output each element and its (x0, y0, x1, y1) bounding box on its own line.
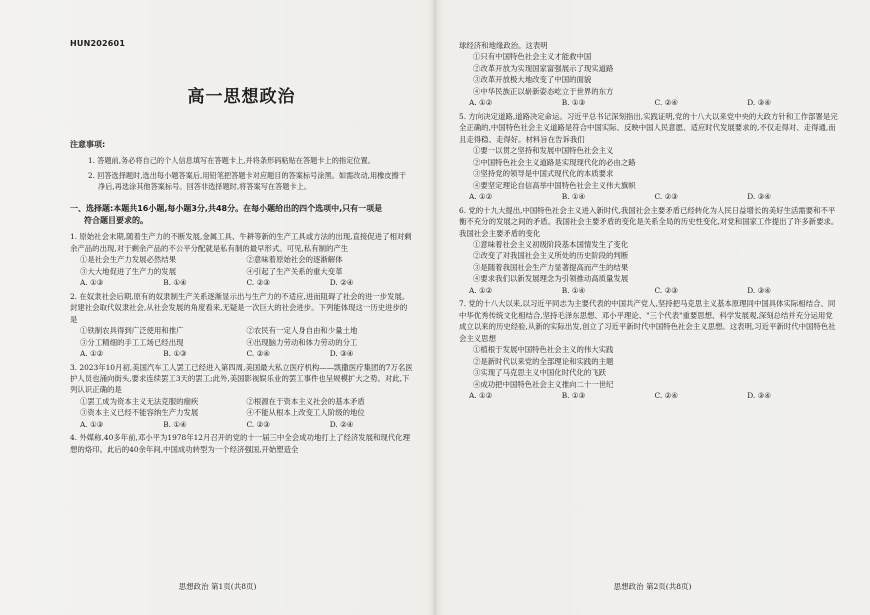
statement: ④不能从根本上改变工人阶级的地位 (246, 408, 365, 418)
choice: A. ①③ (80, 278, 104, 288)
notice-item: 2. 回答选择题时,选出每小题答案后,用铅笔把答题卡对应题目的答案标号涂黑。如需改动,用橡皮擦干净后,再选涂其他答案标号。回答非选择题时,将答案写在答题卡上。 (88, 171, 406, 192)
question-4-continued (459, 40, 840, 109)
choice: A. ①② (469, 285, 493, 295)
question-1 (70, 231, 413, 288)
question-3 (70, 362, 413, 431)
statement: ②改革开放为实现国家富强展示了现实道路 (473, 63, 614, 73)
choice: D. ③④ (747, 192, 771, 202)
choice: B. ①③ (561, 391, 586, 401)
statement: ③分工精细的手工工场已经出现 (80, 337, 184, 347)
choice: D. ③④ (329, 349, 354, 359)
statement-list (70, 396, 413, 419)
question-5 (459, 111, 840, 203)
choice-list (459, 390, 840, 401)
choice: B. ①④ (163, 278, 187, 288)
statement-list (459, 344, 840, 390)
statement: ③大大地促进了生产力的发展 (80, 266, 177, 276)
notice-heading: 注意事项: (70, 139, 106, 149)
choice: B. ①④ (163, 419, 187, 429)
section-heading (70, 203, 413, 228)
choice-list (459, 191, 840, 202)
choice-list (70, 419, 413, 430)
statement: ④引起了生产关系的重大变革 (246, 266, 343, 276)
statement: ④要坚定理论自信高举中国特色社会主义伟大旗帜 (473, 180, 636, 190)
question-stem: 1. 原始社会末期,随着生产力的不断发展,金属工具、牛耕等新的生产工具或方法的出现,直接促进了相对剩余产品的出现,对于剩余产品的不公平分配就是私有制的最早形式。可见,私有制的产生 (70, 232, 412, 253)
choice: D. ③④ (747, 391, 771, 401)
statement: ①要一以贯之坚持和发展中国特色社会主义 (473, 146, 614, 156)
choice-list (459, 97, 840, 108)
question-stem: 球经济和地缘政治。这表明 (459, 41, 548, 50)
statement: ②农民有一定人身自由和少量土地 (246, 326, 358, 336)
choice: B. ①④ (561, 192, 586, 202)
choice: A. ①② (469, 192, 493, 202)
question-6 (459, 205, 840, 297)
statement: ②中国特色社会主义道路是实现现代化的必由之路 (473, 157, 636, 167)
page-footer: 思想政治 第1页(共8页) (178, 582, 257, 592)
choice: D. ③④ (747, 285, 771, 295)
choice: C. ②③ (246, 278, 270, 288)
statement: ④出现脑力劳动和体力劳动的分工 (246, 337, 358, 347)
statement-list (459, 145, 840, 191)
statement-list (459, 239, 840, 285)
choice: C. ②③ (654, 285, 678, 295)
statement: ②根源在于资本主义社会的基本矛盾 (246, 396, 365, 406)
choice: B. ①④ (561, 285, 586, 295)
choice: C. ②④ (654, 98, 678, 108)
statement: ①只有中国特色社会主义才能救中国 (473, 52, 592, 62)
question-stem: 4. 外媒称,40多年前,邓小平为1978年12月召开的党的十一届三中全会成功地打上了经济发展和现代化理想的烙印。此后的40余年间,中国成功转型为一个经济强国,开始塑造全 (70, 433, 410, 454)
choice: D. ②④ (329, 278, 354, 288)
statement: ②意味着原始社会的逐渐解体 (246, 255, 343, 265)
statement: ③坚持党的领导是中国式现代化的本质要求 (473, 169, 614, 179)
statement: ④中华民族正以崭新姿态屹立于世界的东方 (473, 86, 614, 96)
statement: ③实现了马克思主义中国化时代化的飞跃 (473, 368, 607, 378)
choice: A. ①② (469, 98, 493, 108)
page-2 (435, 0, 870, 615)
statement-list (70, 254, 413, 277)
question-stem: 3. 2023年10月初,美国汽车工人罢工已经进入第四周,美国最大私立医疗机构——凯撒医疗集团的7万名医护人员也涌向街头,要求连续罢工3天的罢工;此外,美国影视娱乐业的罢工事件也呈规模扩大之势。对此,下列认识正确的是 (70, 362, 413, 395)
choice-list (70, 277, 413, 288)
statement: ①植根于发展中国特色社会主义的伟大实践 (473, 345, 614, 355)
statement: ②改变了对我国社会主义所处的历史阶段的判断 (473, 251, 629, 261)
question-stem: 5. 方向决定道路,道路决定命运。习近平总书记深刻指出,实践证明,党的十八大以来党中央的大政方针和工作部署是完全正确的,中国特色社会主义道路是符合中国实际、反映中国人民意愿、适应时代发展要求的,不仅走得对、走得通,而且走得稳、走得好。材料旨在告诉我们 (459, 111, 838, 144)
section-heading-line1: 一、选择题:本题共16小题,每小题3分,共48分。在每小题给出的四个选项中,只有一项是 (70, 203, 383, 213)
question-stem: 7. 党的十八大以来,以习近平同志为主要代表的中国共产党人,坚持把马克思主义基本原理同中国具体实际相结合、同中华优秀传统文化相结合,坚持毛泽东思想、邓小平理论、"三个代表"重要思想、科学发展观,深刻总结并充分运用党成立以来的历史经验,从新的实际出发,创立了习近平新时代中国特色社会主义思想。这表明,习近平新时代中国特色社会主义思想 (459, 299, 836, 343)
question-2 (70, 291, 413, 360)
choice-list (70, 348, 413, 359)
choice: A. ①② (469, 391, 493, 401)
question-7 (459, 298, 840, 401)
statement: ②是新时代以来党的全部理论和实践的主题 (473, 356, 614, 366)
statement: ①是社会生产力发展必然结果 (80, 255, 177, 265)
section-heading-line2: 符合题目要求的。 (84, 215, 148, 225)
choice: A. ①② (80, 349, 104, 359)
choice: B. ①③ (561, 98, 586, 108)
statement-list (459, 51, 840, 97)
choice: C. ②③ (246, 419, 270, 429)
notice-item: 1. 答题前,务必将自己的个人信息填写在答题卡上,并将条形码粘贴在答题卡上的指定位置。 (88, 156, 375, 166)
page-title: 高一思想政治 (187, 87, 296, 108)
question-stem: 2. 在奴隶社会后期,原有的奴隶制生产关系逐渐显示出与生产力的不适应,进而阻碍了社会的进一步发展。封建社会取代奴隶社会,从社会发展的角度看来,无疑是一次巨大的社会进步。下列能体现这一历史进步的是 (70, 291, 410, 324)
page-footer: 思想政治 第2页(共8页) (613, 582, 692, 592)
question-stem: 6. 党的十九大提出,中国特色社会主义进入新时代,我国社会主要矛盾已经转化为人民日益增长的美好生活需要和不平衡不充分的发展之间的矛盾。我国社会主要矛盾的变化是关系全局的历史性变化,对党和国家工作提出了许多新要求。我国社会主要矛盾的变化 (459, 205, 839, 238)
statement: ③改革开放极大地改变了中国的面貌 (473, 75, 592, 85)
choice-list (459, 285, 840, 296)
statement: ④要求我们以新发展理念为引领推动高质量发展 (473, 274, 629, 284)
choice: B. ①③ (163, 349, 187, 359)
statement: ①罢工成为资本主义无法克服的痼疾 (80, 396, 199, 406)
statement: ③资本主义已经不能容纳生产力发展 (80, 408, 199, 418)
statement: ①意味着社会主义初级阶段基本国情发生了变化 (473, 239, 629, 249)
statement: ①铁制农具得到广泛使用和推广 (80, 326, 184, 336)
statement: ③是随着我国社会生产力显著提高而产生的结果 (473, 262, 629, 272)
choice: A. ①③ (80, 419, 104, 429)
choice: D. ③④ (747, 98, 771, 108)
choice: C. ②④ (654, 391, 678, 401)
choice: C. ②③ (654, 192, 678, 202)
paper-code: HUN202601 (70, 39, 126, 48)
statement: ④成功把中国特色社会主义推向二十一世纪 (473, 379, 614, 389)
choice: C. ②④ (246, 349, 270, 359)
statement-list (70, 325, 413, 348)
choice: D. ②④ (329, 419, 354, 429)
question-4 (70, 432, 413, 455)
